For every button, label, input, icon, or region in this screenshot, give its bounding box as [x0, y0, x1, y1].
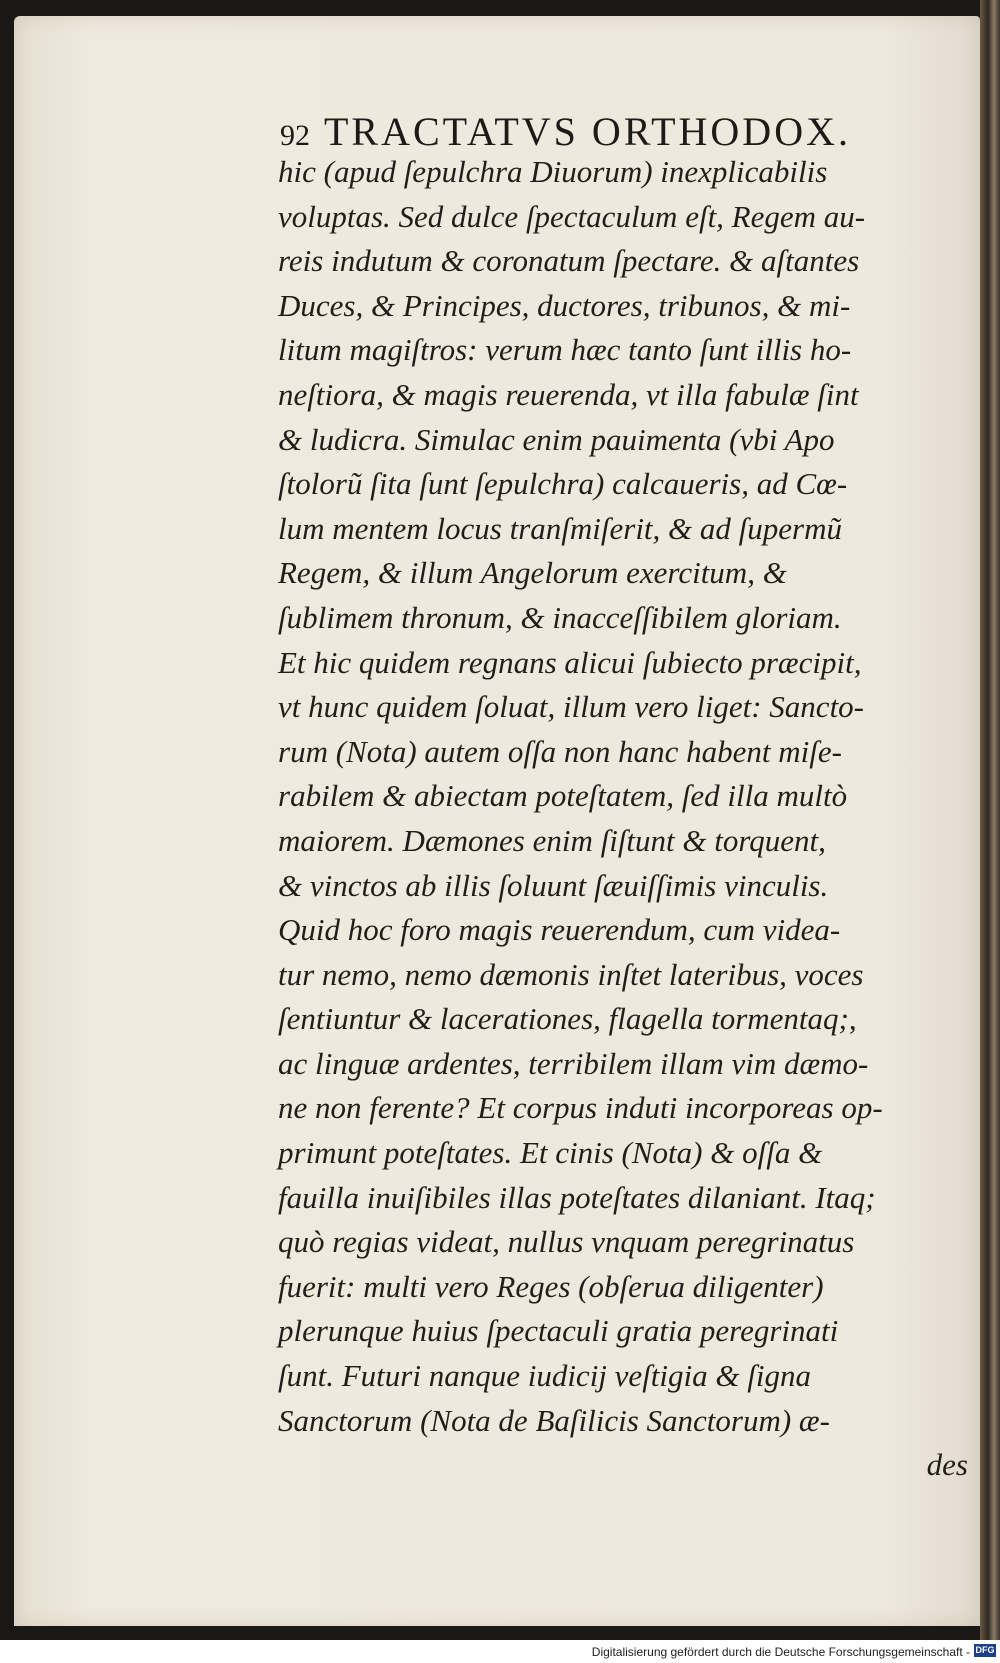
- text-line: maiorem. Dæmones enim ſiſtunt & torquent,: [278, 822, 826, 858]
- text-line: litum magiſtros: verum hæc tanto ſunt illis ho-: [278, 332, 852, 368]
- text-line: & ludicra. Simulac enim pauimenta (vbi Apo: [278, 421, 835, 457]
- text-line: vt hunc quidem ſoluat, illum vero liget: Sancto-: [278, 689, 865, 725]
- book-edge: [980, 0, 1000, 1640]
- dfg-logo: DFG: [975, 1645, 995, 1655]
- page-number: 92: [280, 119, 310, 152]
- digitization-credit: Digitalisierung gefördert durch die Deutsche Forschungsgemeinschaft -: [591, 1645, 970, 1659]
- text-line: ſublimem thronum, & inacceſſibilem gloriam.: [278, 599, 842, 635]
- text-line: plerunque huius ſpectaculi gratia peregrinati: [278, 1313, 839, 1349]
- body-text: [278, 150, 968, 1488]
- text-line: Et hic quidem regnans alicui ſubiecto præcipit,: [278, 644, 862, 680]
- text-line: ne non ferente? Et corpus induti incorporeas op-: [278, 1090, 883, 1126]
- text-line: lum mentem locus tranſmiſerit, & ad ſupermũ: [278, 510, 842, 546]
- text-line: ſtolorũ ſita ſunt ſepulchra) calcaueris, ad Cœ-: [278, 466, 848, 502]
- text-line: fuerit: multi vero Reges (obſerua diligenter): [278, 1268, 824, 1304]
- text-line: Duces, & Principes, ductores, tribunos, & mi-: [278, 287, 851, 323]
- text-line: neſtiora, & magis reuerenda, vt illa fabulæ ſint: [278, 376, 859, 412]
- text-line: Quid hoc foro magis reuerendum, cum videa-: [278, 912, 841, 948]
- text-line: ſentiuntur & lacerationes, flagella tormentaq;,: [278, 1001, 857, 1037]
- text-line: fauilla inuiſibiles illas poteſtates dilaniant. Itaq;: [278, 1179, 876, 1215]
- text-line: primunt poteſtates. Et cinis (Nota) & oſſa &: [278, 1135, 823, 1171]
- running-title: TRACTATVS ORTHODOX.: [324, 109, 851, 154]
- text-line: rum (Nota) autem oſſa non hanc habent miſe-: [278, 733, 842, 769]
- text-line: rabilem & abiectam poteſtatem, ſed illa multò: [278, 778, 848, 814]
- text-line: ac linguæ ardentes, terribilem illam vim dæmo-: [278, 1045, 869, 1081]
- catchword: des: [926, 1447, 968, 1483]
- text-line: & vinctos ab illis ſoluunt ſæuiſſimis vinculis.: [278, 867, 829, 903]
- text-line: Regem, & illum Angelorum exercitum, &: [278, 555, 787, 591]
- text-line: Sanctorum (Nota de Baſilicis Sanctorum) æ-: [278, 1402, 830, 1438]
- text-line: tur nemo, nemo dæmonis inſtet lateribus, voces: [278, 956, 864, 992]
- text-line: quò regias videat, nullus vnquam peregrinatus: [278, 1224, 855, 1260]
- text-line: hic (apud ſepulchra Diuorum) inexplicabilis: [278, 154, 828, 189]
- page-header: [280, 108, 851, 155]
- text-line: reis indutum & coronatum ſpectare. & aſtantes: [278, 243, 860, 279]
- text-line: voluptas. Sed dulce ſpectaculum eſt, Regem au-: [278, 198, 866, 234]
- text-line: ſunt. Futuri nanque iudicij veſtigia & ſigna: [278, 1358, 811, 1394]
